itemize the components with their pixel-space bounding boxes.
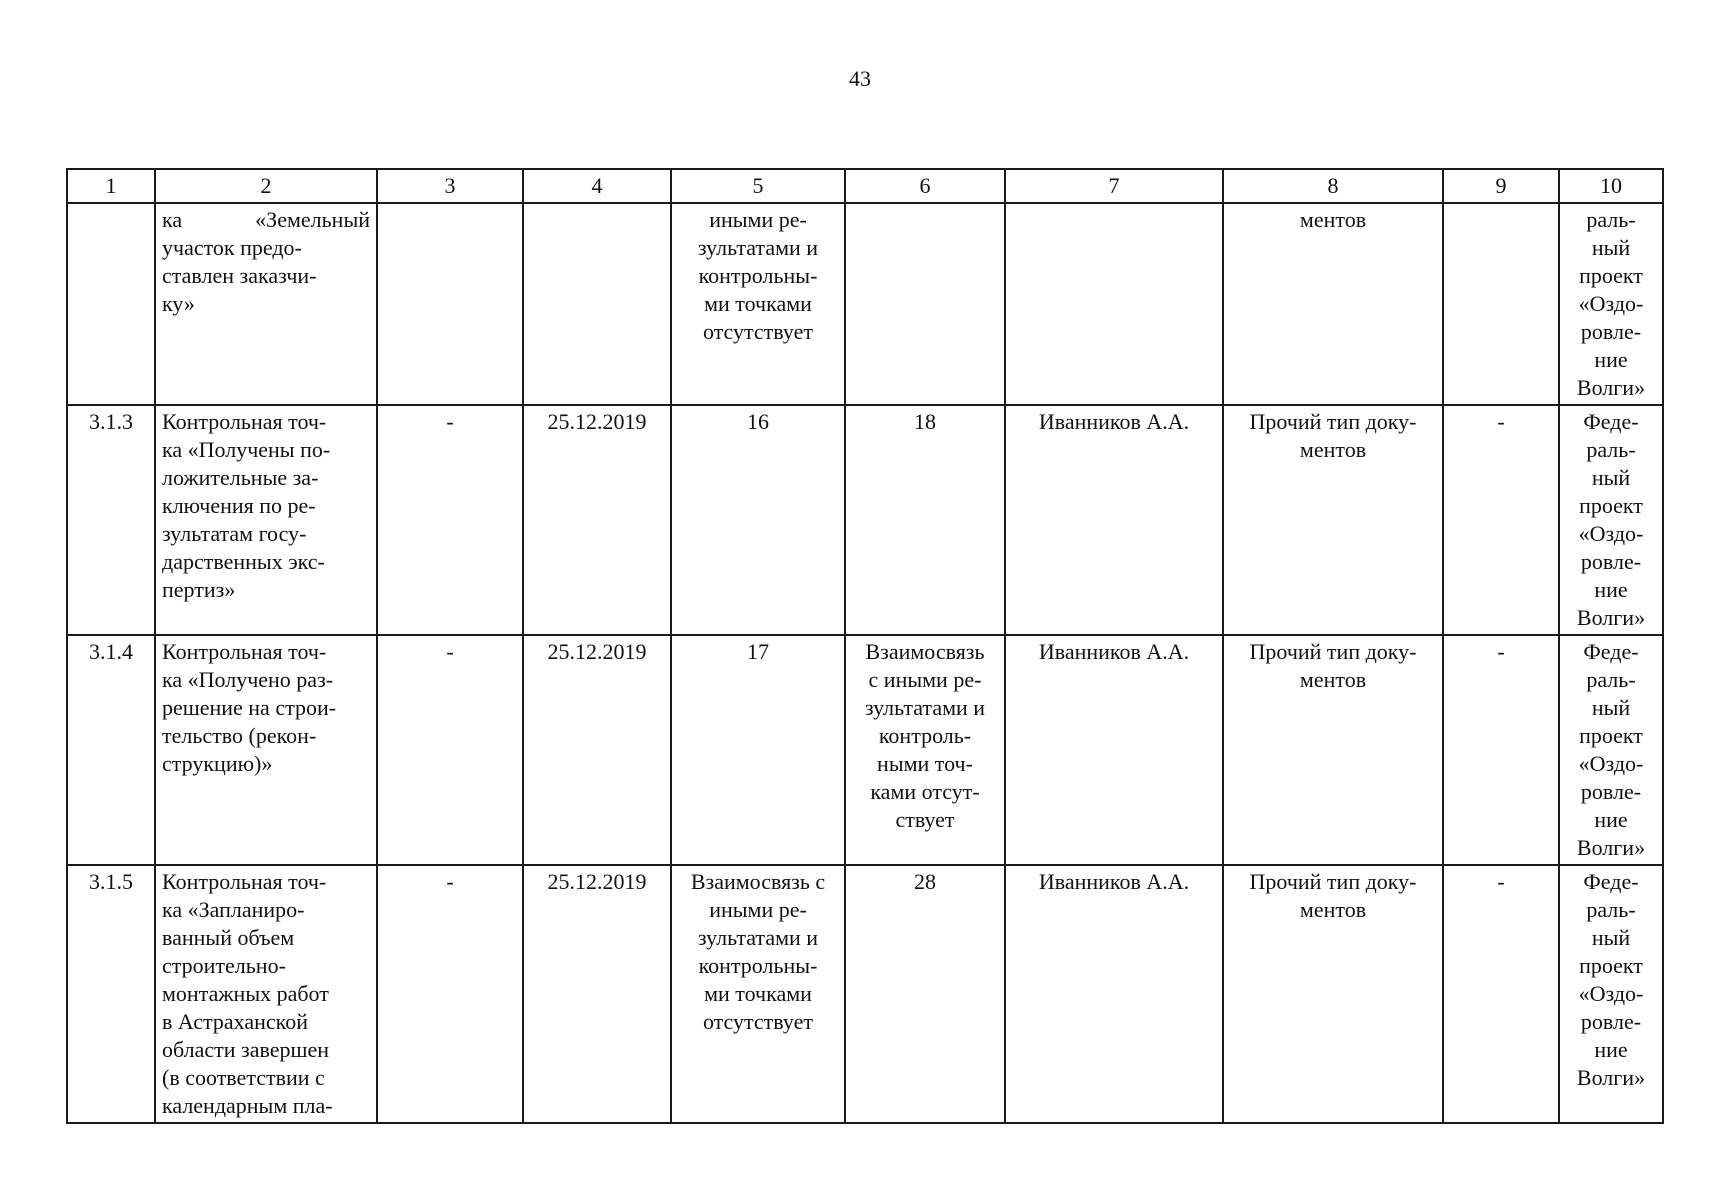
cell-number — [67, 405, 155, 635]
cell-project — [1559, 635, 1663, 865]
cell-project — [1559, 865, 1663, 1123]
header-col-5: 5 — [671, 169, 845, 203]
table-row — [67, 405, 1663, 635]
cell-project-text: Феде- раль- ный проект «Оздо- ровле- ние Волги» — [1576, 639, 1646, 860]
cell-col5 — [671, 203, 845, 405]
header-col-8: 8 — [1223, 169, 1443, 203]
cell-col5-text: 16 — [747, 409, 769, 434]
cell-responsible — [1005, 405, 1223, 635]
header-col-6: 6 — [845, 169, 1005, 203]
cell-responsible — [1005, 203, 1223, 405]
header-col-10: 10 — [1559, 169, 1663, 203]
cell-col9 — [1443, 865, 1559, 1123]
header-col-9: 9 — [1443, 169, 1559, 203]
cell-col6 — [845, 635, 1005, 865]
cell-col3-text: - — [446, 409, 454, 434]
cell-date-text: 25.12.2019 — [547, 869, 647, 894]
cell-responsible — [1005, 635, 1223, 865]
cell-number-text: 3.1.3 — [89, 409, 133, 434]
cell-responsible — [1005, 865, 1223, 1123]
cell-name-text: Контрольная точ- ка «Получено раз- решение на строи- тельство (рекон- струкцию)» — [162, 639, 337, 776]
cell-col6-text: 28 — [914, 869, 936, 894]
cell-project-text: Феде- раль- ный проект «Оздо- ровле- ние Волги» — [1576, 869, 1646, 1090]
cell-name — [155, 405, 377, 635]
cell-name — [155, 865, 377, 1123]
cell-date-text: 25.12.2019 — [547, 639, 647, 664]
cell-name-text: Контрольная точ- ка «Получены по- ложительные за- ключения по ре- зультатам госу- дарственных экс- пертиз» — [162, 409, 331, 602]
header-col-7: 7 — [1005, 169, 1223, 203]
cell-doc-type — [1223, 635, 1443, 865]
cell-number — [67, 203, 155, 405]
header-col-3: 3 — [377, 169, 523, 203]
cell-name — [155, 635, 377, 865]
table-row — [67, 635, 1663, 865]
cell-project — [1559, 405, 1663, 635]
cell-doc-type — [1223, 865, 1443, 1123]
cell-responsible-text: Иванников А.А. — [1038, 409, 1190, 434]
cell-col6 — [845, 405, 1005, 635]
cell-col9-text: - — [1497, 639, 1505, 664]
cell-col6 — [845, 203, 1005, 405]
cell-name-text: ка «Земельный участок предо- ставлен заказчи- ку» — [162, 207, 370, 316]
cell-date — [523, 203, 671, 405]
cell-col9 — [1443, 405, 1559, 635]
cell-number-text: 3.1.4 — [89, 639, 133, 664]
cell-col5-text: 17 — [747, 639, 769, 664]
cell-number-text: 3.1.5 — [89, 869, 133, 894]
cell-col3 — [377, 405, 523, 635]
cell-col9-text: - — [1497, 869, 1505, 894]
cell-col3-text: - — [446, 869, 454, 894]
page-number: 43 — [849, 66, 871, 91]
cell-number — [67, 635, 155, 865]
cell-col3 — [377, 635, 523, 865]
cell-project-text: Феде- раль- ный проект «Оздо- ровле- ние Волги» — [1576, 409, 1646, 630]
cell-project-text: раль- ный проект «Оздо- ровле- ние Волги» — [1576, 207, 1646, 400]
cell-responsible-text: Иванников А.А. — [1038, 869, 1190, 894]
cell-col5 — [671, 635, 845, 865]
cell-col3 — [377, 203, 523, 405]
cell-col3-text: - — [446, 639, 454, 664]
cell-col5-text: иными ре- зультатами и контрольны- ми точками отсутствует — [697, 207, 819, 344]
cell-doc-type-text: Прочий тип доку- ментов — [1249, 869, 1417, 922]
cell-project — [1559, 203, 1663, 405]
cell-col9 — [1443, 635, 1559, 865]
cell-col6-text: Взаимосвязь с иными ре- зультатами и контроль- ными точ- ками отсут- ствует — [864, 639, 986, 832]
cell-name-text: Контрольная точ- ка «Запланиро- ванный объем строительно- монтажных работ в Астраханской области завершен (в соответствии с календарным пла- — [162, 869, 333, 1118]
cell-col5-text: Взаимосвязь с иными ре- зультатами и контрольны- ми точками отсутствует — [690, 869, 826, 1034]
cell-doc-type-text: ментов — [1299, 207, 1367, 232]
control-points-table — [66, 168, 1664, 1124]
cell-number — [67, 865, 155, 1123]
cell-date — [523, 635, 671, 865]
header-col-2: 2 — [155, 169, 377, 203]
cell-col3 — [377, 865, 523, 1123]
cell-doc-type-text: Прочий тип доку- ментов — [1249, 409, 1417, 462]
cell-col9 — [1443, 203, 1559, 405]
cell-date — [523, 865, 671, 1123]
cell-col5 — [671, 405, 845, 635]
cell-doc-type-text: Прочий тип доку- ментов — [1249, 639, 1417, 692]
cell-date — [523, 405, 671, 635]
cell-doc-type — [1223, 203, 1443, 405]
header-col-1: 1 — [67, 169, 155, 203]
cell-name — [155, 203, 377, 405]
cell-col6-text: 18 — [914, 409, 936, 434]
cell-col6 — [845, 865, 1005, 1123]
cell-date-text: 25.12.2019 — [547, 409, 647, 434]
cell-doc-type — [1223, 405, 1443, 635]
table-row — [67, 865, 1663, 1123]
table-row — [67, 203, 1663, 405]
cell-responsible-text: Иванников А.А. — [1038, 639, 1190, 664]
cell-col9-text: - — [1497, 409, 1505, 434]
table-header-row — [67, 169, 1663, 203]
header-col-4: 4 — [523, 169, 671, 203]
cell-col5 — [671, 865, 845, 1123]
